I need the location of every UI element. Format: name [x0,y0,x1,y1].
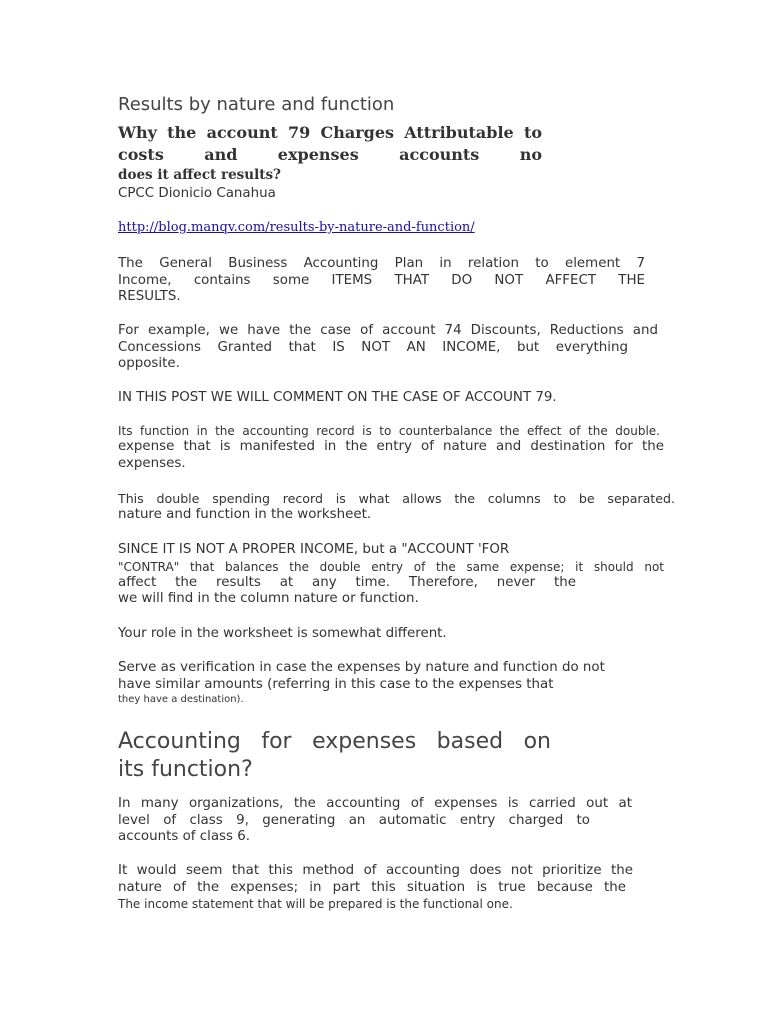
paragraph-method [118,863,633,912]
paragraph-line: Its function in the accounting record is to counterbalance the effect of the double. [118,424,660,438]
paragraph-post-intro: IN THIS POST WE WILL COMMENT ON THE CASE OF ACCOUNT 79. [118,390,557,405]
paragraph-line: Serve as verification in case the expenses by nature and function do not [118,660,605,675]
paragraph-line: level of class 9, generating an automatic entry charged to [118,812,590,828]
subtitle [118,122,542,184]
paragraph-line: Income, contains some ITEMS THAT DO NOT AFFECT THE [118,272,645,288]
paragraph-line: Concessions Granted that IS NOT AN INCOME, but everything [118,339,628,355]
paragraph-line: In many organizations, the accounting of expenses is carried out at [118,796,632,811]
subtitle-line-1: Why the account 79 Charges Attributable to [118,123,542,142]
paragraph-example [118,323,658,373]
section-heading [118,728,551,784]
paragraph-line: accounts of class 6. [118,829,251,844]
paragraph-line: For example, we have the case of account 74 Discounts, Reductions and [118,323,658,338]
paragraph-not-income [118,542,664,608]
paragraph-line: have similar amounts (referring in this case to the expenses that [118,676,554,692]
paragraph-line: RESULTS. [118,289,181,304]
paragraph-double-record [118,491,675,524]
paragraph-line: expenses. [118,455,186,471]
paragraph-organizations [118,796,632,846]
section-heading-line-2: its function? [118,757,253,782]
article-link[interactable]: http://blog.manqv.com/results-by-nature-and-function/ [118,220,475,235]
paragraph-line: expense that is manifested in the entry of nature and destination for the [118,439,664,454]
section-heading-line-1: Accounting for expenses based on [118,729,551,754]
paragraph-line: we will find in the column nature or function. [118,591,419,606]
paragraph-line: nature of the expenses; in part this situation is true because the [118,879,626,895]
subtitle-line-3: does it affect results? [118,167,281,183]
author: CPCC Dionicio Canahua [118,186,276,201]
paragraph-line: affect the results at any time. Therefore, never the [118,574,576,590]
paragraph-plan [118,256,645,306]
paragraph-line: SINCE IT IS NOT A PROPER INCOME, but a "ACCOUNT 'FOR [118,542,510,557]
paragraph-line: they have a destination). [118,694,244,705]
paragraph-role: Your role in the worksheet is somewhat different. [118,626,447,641]
paragraph-line: It would seem that this method of accounting does not prioritize the [118,863,633,878]
paragraph-line: This double spending record is what allows the columns to be separated. [118,491,675,506]
page-title: Results by nature and function [118,94,395,115]
paragraph-line: "CONTRA" that balances the double entry of the same expense; it should not [118,559,664,574]
subtitle-line-2: costs and expenses accounts no [118,145,542,164]
paragraph-function [118,423,664,472]
paragraph-line: nature and function in the worksheet. [118,507,372,522]
paragraph-line: The General Business Accounting Plan in relation to element 7 [118,256,645,271]
paragraph-verification [118,660,658,706]
paragraph-line: The income statement that will be prepared is the functional one. [118,897,513,911]
paragraph-line: opposite. [118,356,180,371]
